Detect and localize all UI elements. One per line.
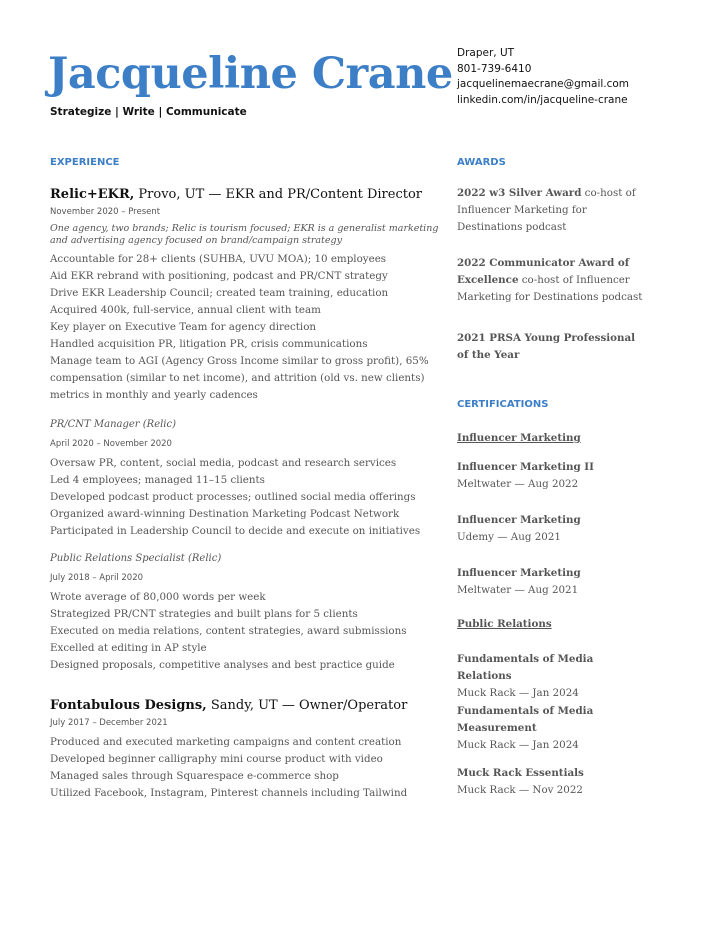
- bullet: Strategized PR/CNT strategies and built plans for 5 clients: [50, 608, 358, 620]
- phone: 801-739-6410: [457, 62, 532, 75]
- bullet: Managed sales through Squarespace e-commerce shop: [50, 770, 339, 782]
- award-title: 2022 Communicator Award of Excellence: [457, 257, 630, 286]
- cert-issuer: Meltwater — Aug 2022: [457, 478, 579, 490]
- role-date: July 2018 – April 2020: [50, 573, 144, 583]
- award-item: [457, 330, 647, 364]
- location: Draper, UT: [457, 47, 515, 59]
- job-bullets: [50, 251, 440, 404]
- cert-title: Influencer Marketing: [457, 514, 581, 526]
- cert-title: Muck Rack Essentials: [457, 767, 584, 779]
- bullet: Drive EKR Leadership Council; created team training, education: [50, 287, 389, 299]
- company-name: Fontabulous Designs,: [50, 698, 207, 713]
- bullet: Handled acquisition PR, litigation PR, crisis communications: [50, 338, 368, 350]
- role-pr-cnt-manager: [50, 419, 440, 540]
- bullet: Participated in Leadership Council to decide and execute on initiatives: [50, 525, 421, 537]
- tagline: Strategize | Write | Communicate: [50, 106, 247, 118]
- bullet: Designed proposals, competitive analyses and best practice guide: [50, 659, 395, 671]
- bullet: Executed on media relations, content strategies, award submissions: [50, 625, 407, 637]
- job-description: One agency, two brands; Relic is tourism focused; EKR is a generalist marketing and advertising agency focused on brand/campaign strategy: [50, 223, 439, 246]
- cert-item: [457, 459, 647, 493]
- cert-group-title: Public Relations: [457, 618, 552, 630]
- bullet: Accountable for 28+ clients (SUHBA, UVU MOA); 10 employees: [50, 253, 387, 265]
- contact-block: [457, 46, 629, 108]
- cert-group-heading: [457, 430, 647, 447]
- bullet: Led 4 employees; managed 11–15 clients: [50, 474, 265, 486]
- job-title: [50, 698, 440, 713]
- bullet: Produced and executed marketing campaigns and content creation: [50, 736, 402, 748]
- job-location-role: Sandy, UT — Owner/Operator: [206, 698, 408, 713]
- award-text: co-host of Influencer Marketing for Destinations podcast: [457, 187, 636, 233]
- job-bullets: [50, 734, 440, 802]
- cert-group-title: Influencer Marketing: [457, 432, 581, 444]
- bullet: Excelled at editing in AP style: [50, 642, 207, 654]
- email: jacquelinemaecrane@gmail.com: [457, 78, 630, 90]
- job-location-role: Provo, UT — EKR and PR/Content Director: [134, 187, 422, 202]
- bullet: Manage team to AGI (Agency Gross Income similar to gross profit), 65% compensation (similar to net income), and attrition (old vs. new clients) metrics in monthly and yearly cadences: [50, 355, 429, 401]
- role-title: PR/CNT Manager (Relic): [50, 419, 177, 430]
- bullet: Acquired 400k, full-service, annual client with team: [50, 304, 321, 316]
- cert-title: Fundamentals of Media Measurement: [457, 705, 594, 734]
- job-fontabulous: [50, 698, 440, 802]
- cert-issuer: Muck Rack — Nov 2022: [457, 784, 583, 796]
- experience-heading: EXPERIENCE: [50, 157, 120, 168]
- bullet: Utilized Facebook, Instagram, Pinterest channels including Tailwind: [50, 787, 408, 799]
- cert-issuer: Muck Rack — Jan 2024: [457, 687, 579, 699]
- award-text: co-host of Influencer Marketing for Destinations podcast: [457, 274, 643, 303]
- cert-item: [457, 512, 647, 546]
- cert-issuer: Meltwater — Aug 2021: [457, 584, 579, 596]
- bullet: Aid EKR rebrand with positioning, podcast and PR/CNT strategy: [50, 270, 388, 282]
- cert-title: Fundamentals of Media Relations: [457, 653, 594, 682]
- linkedin: linkedin.com/in/jacqueline-crane: [457, 93, 628, 106]
- bullet: Key player on Executive Team for agency direction: [50, 321, 317, 333]
- cert-issuer: Udemy — Aug 2021: [457, 531, 561, 543]
- cert-item: [457, 565, 647, 599]
- bullet: Wrote average of 80,000 words per week: [50, 591, 266, 603]
- role-pr-specialist: [50, 553, 440, 674]
- cert-issuer: Muck Rack — Jan 2024: [457, 739, 579, 751]
- job-date: July 2017 – December 2021: [50, 718, 168, 728]
- bullet: Oversaw PR, content, social media, podcast and research services: [50, 457, 397, 469]
- candidate-name: Jacqueline Crane: [48, 49, 453, 99]
- bullet: Organized award-winning Destination Marketing Podcast Network: [50, 508, 400, 520]
- award-item: [457, 185, 647, 236]
- role-bullets: [50, 455, 440, 540]
- role-date: April 2020 – November 2020: [50, 439, 172, 449]
- award-title: 2022 w3 Silver Award: [457, 187, 582, 199]
- cert-item: [457, 651, 647, 702]
- role-bullets: [50, 589, 440, 674]
- role-title: Public Relations Specialist (Relic): [50, 553, 222, 564]
- award-item: [457, 255, 647, 306]
- company-name: Relic+EKR,: [50, 187, 135, 202]
- cert-title: Influencer Marketing: [457, 567, 581, 579]
- bullet: Developed podcast product processes; outlined social media offerings: [50, 491, 416, 503]
- certifications-heading: CERTIFICATIONS: [457, 399, 549, 410]
- job-relic-ekr: [50, 187, 440, 404]
- cert-group-heading: [457, 616, 647, 633]
- cert-item: [457, 703, 647, 754]
- bullet: Developed beginner calligraphy mini course product with video: [50, 753, 383, 765]
- cert-title: Influencer Marketing II: [457, 461, 594, 473]
- job-title: [50, 187, 440, 202]
- cert-item: [457, 765, 647, 799]
- award-title: 2021 PRSA Young Professional of the Year: [457, 332, 636, 361]
- awards-heading: AWARDS: [457, 157, 506, 168]
- job-date: November 2020 – Present: [50, 207, 161, 217]
